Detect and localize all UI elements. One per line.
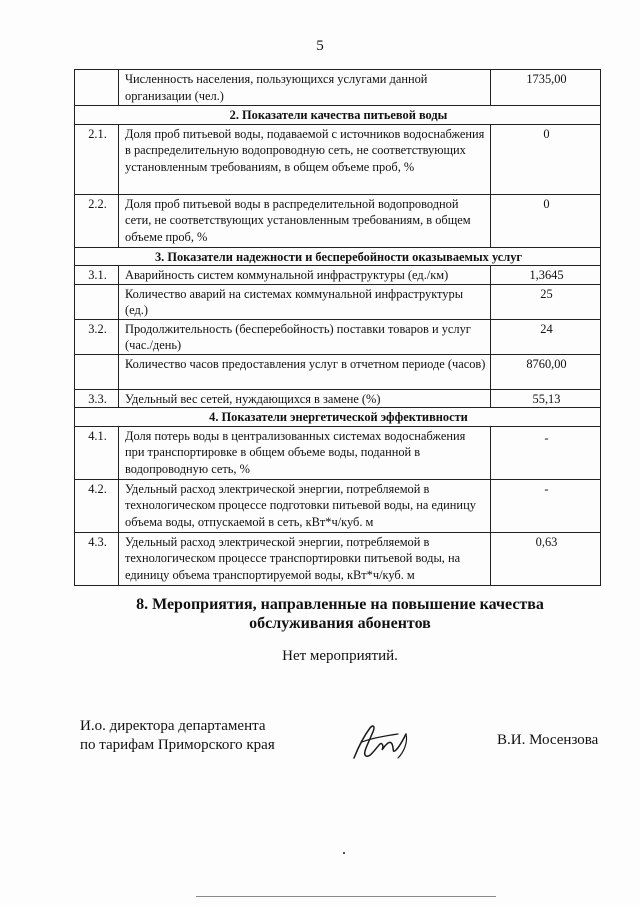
- table-row: [75, 70, 601, 106]
- row-value: 25: [491, 284, 601, 319]
- section-row: [75, 106, 601, 125]
- row-value: 0,63: [491, 532, 601, 585]
- table-row: [75, 389, 601, 408]
- row-value: -: [491, 426, 601, 479]
- table-row: [75, 479, 601, 532]
- row-text: Удельный вес сетей, нуждающихся в замене (%): [119, 389, 491, 408]
- row-number: 3.1.: [75, 266, 119, 285]
- row-text: Доля потерь воды в централизованных системах водоснабжения при транспортировке в общем объеме воды, поданной в водопроводную сеть, %: [119, 426, 491, 479]
- page-number: 5: [316, 38, 324, 54]
- table-row: [75, 319, 601, 354]
- row-text: Количество аварий на системах коммунальной инфраструктуры (ед.): [119, 284, 491, 319]
- row-text: Продолжительность (бесперебойность) поставки товаров и услуг (час./день): [119, 319, 491, 354]
- row-number: 3.3.: [75, 389, 119, 408]
- section-title: 4. Показатели энергетической эффективности: [75, 408, 601, 427]
- row-number: [75, 354, 119, 389]
- row-number: 2.1.: [75, 124, 119, 194]
- table-row: [75, 266, 601, 285]
- section-heading-line1: 8. Мероприятия, направленные на повышение качества: [136, 596, 544, 613]
- indicators-table: [74, 69, 601, 586]
- section-row: [75, 408, 601, 427]
- table-row: [75, 284, 601, 319]
- row-number: [75, 284, 119, 319]
- row-number: 2.2.: [75, 194, 119, 247]
- row-text: Удельный расход электрической энергии, потребляемой в технологическом процессе транспортировки питьевой воды, на единицу объема транспортируемой воды, кВт*ч/куб. м: [119, 532, 491, 585]
- section-heading: [60, 595, 620, 633]
- table-row: [75, 194, 601, 247]
- row-number: 4.1.: [75, 426, 119, 479]
- signer-name: В.И. Мосензова: [497, 732, 599, 748]
- row-value: 24: [491, 319, 601, 354]
- section-title: 2. Показатели качества питьевой воды: [75, 106, 601, 125]
- row-value: 0: [491, 194, 601, 247]
- row-value: -: [491, 479, 601, 532]
- signer-title-line2: по тарифам Приморского края: [80, 737, 275, 753]
- signer-position: [80, 717, 275, 755]
- row-value: 0: [491, 124, 601, 194]
- row-value: 55,13: [491, 389, 601, 408]
- row-text: Количество часов предоставления услуг в отчетном периоде (часов): [119, 354, 491, 389]
- table-row: [75, 532, 601, 585]
- row-text: Аварийность систем коммунальной инфраструктуры (ед./км): [119, 266, 491, 285]
- footer-line: [196, 896, 496, 897]
- section-title: 3. Показатели надежности и бесперебойности оказываемых услуг: [75, 247, 601, 266]
- row-text: Доля проб питьевой воды в распределительной водопроводной сети, не соответствующих установленным требованиям, в общем объеме проб, %: [119, 194, 491, 247]
- no-measures-text: Нет мероприятий.: [282, 648, 398, 664]
- row-number: [75, 70, 119, 106]
- row-text: Удельный расход электрической энергии, потребляемой в технологическом процессе подготовки питьевой воды, на единицу объема воды, отпускаемой в сеть, кВт*ч/куб. м: [119, 479, 491, 532]
- table-row: [75, 124, 601, 194]
- row-value: 1,3645: [491, 266, 601, 285]
- row-value: 8760,00: [491, 354, 601, 389]
- row-value: 1735,00: [491, 70, 601, 106]
- handwritten-signature: [348, 718, 418, 766]
- row-number: 3.2.: [75, 319, 119, 354]
- signer-title-line1: И.о. директора департамента: [80, 718, 266, 734]
- section-heading-line2: обслуживания абонентов: [249, 615, 431, 632]
- table-row: [75, 426, 601, 479]
- row-number: 4.2.: [75, 479, 119, 532]
- table-row: [75, 354, 601, 389]
- scan-dot: [343, 852, 345, 854]
- row-number: 4.3.: [75, 532, 119, 585]
- section-row: [75, 247, 601, 266]
- row-text: Численность населения, пользующихся услугами данной организации (чел.): [119, 70, 491, 106]
- row-text: Доля проб питьевой воды, подаваемой с источников водоснабжения в распределительную водопроводную сеть, не соответствующих установленным требованиям, в общем объеме проб, %: [119, 124, 491, 194]
